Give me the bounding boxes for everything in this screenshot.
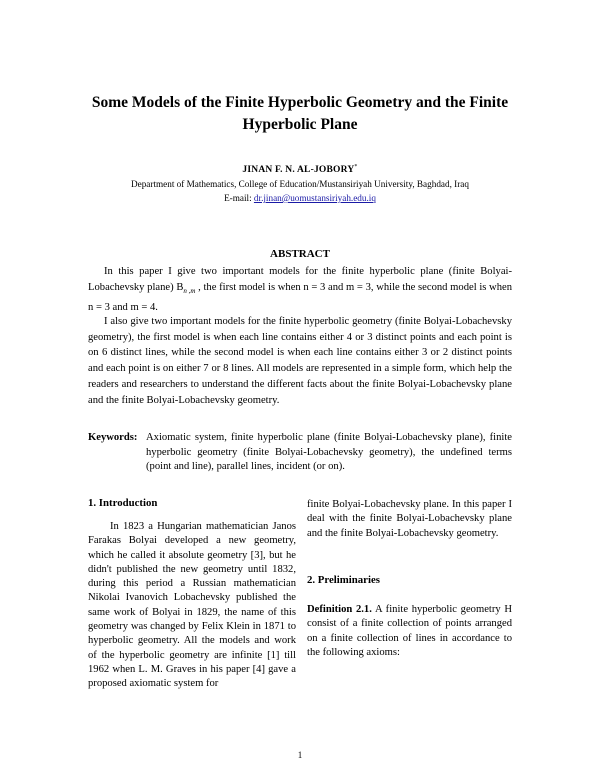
email-label: E-mail: (224, 193, 252, 203)
paper-title: Some Models of the Finite Hyperbolic Geometry and the Finite Hyperbolic Plane (91, 94, 509, 133)
abstract-paragraph-1: In this paper I give two important models for the finite hyperbolic plane (finite Bolyai-Lobachevsky plane) $B_{n ,m}$ , the first model is when n = 3 and m = 3, while the second model is when n = 3 and m = 4. (88, 266, 513, 313)
introduction-continuation: finite Bolyai-Lobachevsky plane. In this paper I deal with the finite Bolyai-Lobachevsky plane and the finite Bolyai-Lobachevsky geometry. (307, 499, 512, 539)
abstract-paragraph-2: I also give two important models for the finite hyperbolic geometry (finite Bolyai-Lobachevsky geometry), the first model is when each line contains either 4 or 3 distinct points and each point is on 6 distinct lines, while the second model is when each line contains either 3 or 2 distinct points and each point is on either 7 or 8 lines. All models are represented in a simple form, which help the readers and researchers to understand the different facts about the finite Bolyai-Lobachevsky plane and the finite Bolyai-Lobachevsky geometry. (88, 316, 512, 406)
definition-2-1 (307, 603, 512, 660)
page-number: 1 (297, 750, 303, 760)
email-link[interactable]: dr.jinan@uomustansiriyah.edu.iq (253, 193, 376, 203)
author-affiliation: Department of Mathematics, College of Education/Mustansiriyah University, Baghdad, Iraq (131, 179, 469, 189)
section-heading-preliminaries: 2. Preliminaries (307, 574, 380, 586)
abstract-heading: ABSTRACT (270, 248, 330, 260)
author-footnote-marker: * (354, 164, 358, 170)
author-name-text: JINAN F. N. AL-JOBORY (242, 165, 355, 176)
section-heading-introduction: 1. Introduction (88, 497, 158, 509)
definition-text: A finite hyperbolic geometry H consist of a finite collection of points arranged on a finite collection of lines in accordance to the following axioms: (307, 604, 512, 658)
plane-symbol: $B_{n ,m}$ (176, 281, 196, 295)
author-email-line (0, 193, 600, 203)
keywords-text: Axiomatic system, finite hyperbolic plane (finite Bolyai-Lobachevsky plane), finite hyperbolic geometry (finite Bolyai-Lobachevsky geometry), the undefined terms (point and line), parallel lines, incident (or on). (146, 432, 512, 473)
author-name (0, 164, 600, 175)
introduction-paragraph: In 1823 a Hungarian mathematician Janos Farakas Bolyai developed a new geometry, which he called it absolute geometry [3], but he didn't published the new geometry until 1832, during this period a Russian mathematician Nikolai Ivanovich Lobachevsky published the same work of Bolyai in 1829, the name of this geometry was changed by Felix Klein in 1871 to hyperbolic geometry. All the models and work of the hyperbolic geometry are infinite [1] till 1962 when L. M. Graves in his paper [4] gave a proposed axiomatic system for (88, 521, 296, 690)
definition-label: Definition 2.1. (307, 604, 372, 615)
keywords-label: Keywords: (88, 432, 138, 443)
